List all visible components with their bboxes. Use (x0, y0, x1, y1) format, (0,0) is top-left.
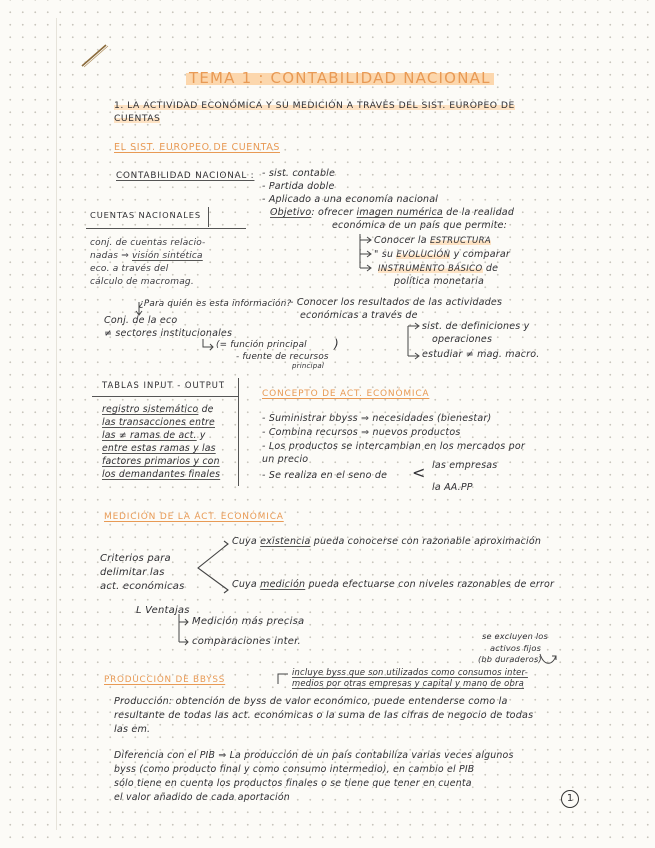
produccion-para-3: las em. (114, 724, 151, 735)
subtitle-line2: CUENTAS (114, 113, 161, 124)
diferencia-line-1: Diferencia con el PIB ⇒ La producción de un país contabiliza varias veces algunos (114, 750, 514, 761)
objetivo-line2: económica de un país que permite: (332, 220, 508, 231)
excluyen-line-1: se excluyen los (482, 631, 548, 641)
diferencia-line-2: byss (como producto final y como consumo intermedio), en cambio el PIB (114, 764, 475, 775)
criterio-medicion: Cuya medición pueda efectuarse con niveles razonables de error (232, 579, 555, 590)
corner-arrow-icon (201, 339, 215, 351)
incluye-line-2: medios por otras empresas y capital y mano de obra (292, 678, 524, 688)
ventaja-medicion: Medición más precisa (192, 616, 305, 627)
cuentas-desc-4: cálculo de macromag. (90, 277, 194, 287)
concepto-item-2: - Combina recursos ⇒ nuevos productos (262, 427, 461, 438)
close-paren: ) (334, 337, 339, 351)
produccion-para-1: Producción: obtención de byss de valor económico, puede entenderse como la (114, 696, 508, 707)
contab-item-1: - sist. contable (262, 168, 336, 179)
concepto-heading: CONCEPTO DE ACT. ECONÓMICA (262, 389, 430, 399)
contab-item-2: - Partida doble (262, 181, 335, 192)
incluye-corner-icon (276, 672, 290, 686)
criterios-line-3: act. económicas (100, 581, 185, 592)
curved-arrow-icon (538, 652, 560, 668)
incluye-line-1: incluye byss que son utilizados como consumos inter- (292, 667, 528, 677)
sectores-institucionales: ≠ sectores institucionales (104, 328, 233, 339)
sist-definiciones: sist. de definiciones y (422, 321, 530, 332)
conocer-branch (404, 322, 422, 362)
tablas-line-4: entre estas ramas y las (102, 443, 216, 454)
estudiar-mag: estudiar ≠ mag. macro. (422, 349, 540, 360)
medicion-heading: MEDICIÓN DE LA ACT. ECONÓMICA (104, 512, 284, 522)
permite-item-estructura: Conocer la ESTRUCTURA (374, 235, 492, 246)
principal-note: principal (292, 362, 324, 370)
permite-item-evolucion: " su EVOLUCIÓN y comparar (374, 249, 510, 260)
ventaja-comparaciones: comparaciones inter. (192, 636, 301, 647)
page-number: 1 (561, 790, 579, 808)
diferencia-line-3: sólo tiene en cuenta los productos finales o se tiene que tener en cuenta (114, 778, 472, 789)
funcion-principal: (= función principal (216, 340, 307, 350)
criterios-branch (194, 540, 234, 594)
page-title: TEMA 1 : CONTABILIDAD NACIONAL (186, 70, 494, 87)
operaciones: operaciones (432, 334, 493, 345)
section-sist-europeo-heading: EL SIST. EUROPEO DE CUENTAS (114, 142, 280, 153)
tablas-divider-h (92, 396, 238, 397)
cuentas-desc-1: conj. de cuentas relacio- (90, 238, 206, 248)
produccion-heading: PRODUCCIÓN DE BBYSS (104, 675, 226, 685)
conj-eco: Conj. de la eco (104, 315, 178, 326)
diferencia-line-4: el valor añadido de cada aportación (114, 792, 290, 803)
concepto-item-4: un precio (262, 454, 309, 465)
conocer-line1: - Conocer los resultados de las actividades (290, 297, 503, 308)
criterios-line-2: delimitar las (100, 567, 165, 578)
contab-nacional-label: CONTABILIDAD NACIONAL : (116, 171, 255, 181)
pencil-stroke-icon (80, 42, 110, 68)
subtitle-line1: 1. LA ACTIVIDAD ECONÓMICA Y SU MEDICIÓN A TRAVÉS DEL SIST. EUROPEO DE (114, 100, 515, 111)
cuentas-nacionales-label: CUENTAS NACIONALES (90, 210, 202, 220)
cuentas-divider-v (208, 207, 209, 227)
tablas-divider-v (238, 378, 239, 486)
tablas-line-1: registro sistemático de (102, 404, 214, 415)
conocer-line2: económicas a través de (300, 310, 418, 321)
concepto-item-1: - Suministrar bbyss ⇒ necesidades (bienestar) (262, 413, 492, 424)
ventajas-label: L Ventajas (136, 605, 190, 616)
tablas-line-5: factores primarios y con (102, 456, 220, 467)
excluyen-line-2: activos fijos (490, 643, 542, 653)
permite-item-instrumento: INSTRUMENTO BÁSICO de (378, 263, 499, 274)
concepto-branch-empresas: las empresas (432, 460, 498, 471)
cuentas-desc-2: nadas ⇒ visión sintética (90, 251, 203, 261)
tablas-label: TABLAS INPUT - OUTPUT (102, 380, 226, 390)
down-arrow-icon (135, 302, 143, 316)
tablas-line-6: los demandantes finales (102, 469, 221, 480)
contab-item-3: - Aplicado a una economía nacional (262, 194, 439, 205)
criterio-existencia: Cuya existencia pueda conocerse con razonable aproximación (232, 536, 542, 547)
concepto-branch-aapp: la AA.PP (432, 482, 473, 493)
cuentas-desc-3: eco. a través del (90, 264, 169, 274)
permite-last: política monetaria (394, 276, 484, 287)
tablas-line-2: las transacciones entre (102, 417, 215, 428)
cuentas-divider-h (86, 228, 246, 229)
excluyen-line-3: (bb duraderos) (478, 654, 542, 664)
objetivo-line: Objetivo: ofrecer imagen numérica de la realidad (270, 207, 515, 218)
concepto-item-3: - Los productos se intercambian en los mercados por (262, 441, 525, 452)
criterios-line-1: Criterios para (100, 553, 171, 564)
fuente-recursos: - fuente de recursos (236, 352, 329, 362)
permite-bracket (356, 234, 376, 274)
concepto-brace: < (412, 463, 426, 482)
para-quien-question: ¿Para quién es esta información? (139, 299, 292, 309)
tablas-line-3: las ≠ ramas de act. y (102, 430, 206, 441)
ventajas-branch (176, 614, 192, 648)
produccion-para-2: resultante de todas las act. económicas o la suma de las cifras de negocio de todas (114, 710, 534, 721)
concepto-item-5: - Se realiza en el seno de (262, 470, 388, 481)
